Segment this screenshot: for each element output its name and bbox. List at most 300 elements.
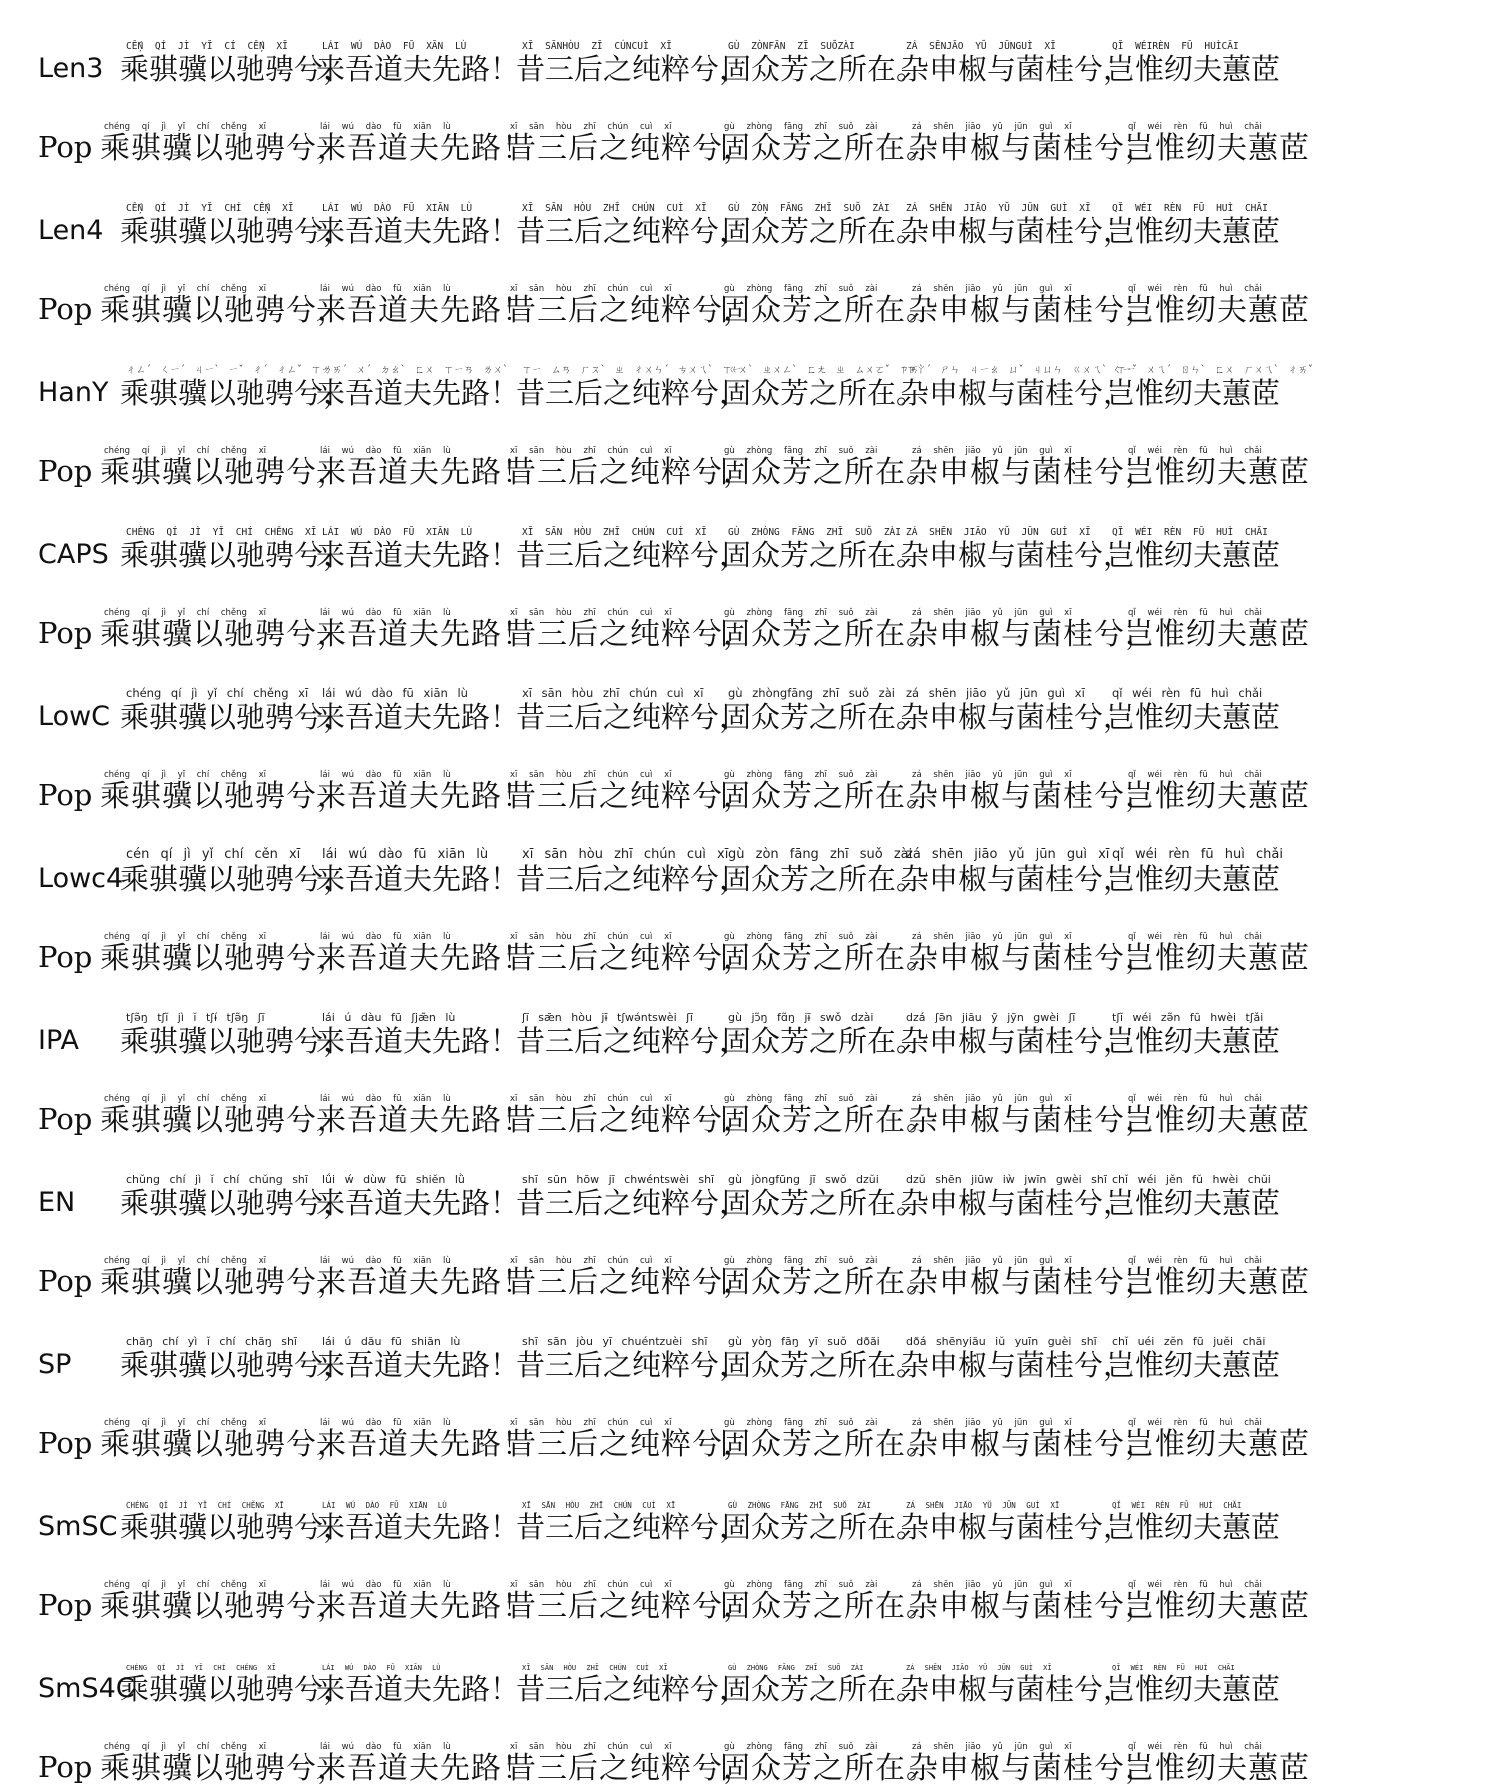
phrase-group <box>0 1222 1502 1302</box>
pinyin-annotation: xī sān hòu zhī chún cuì xī <box>510 1256 672 1266</box>
hanzi-text: 昔三后之纯粹兮， <box>506 1265 754 1300</box>
hanzi-text: 固众芳之所在。 <box>720 455 937 490</box>
pinyin-annotation: qǐ wéi rèn fū huì chǎi <box>1128 1742 1262 1752</box>
pinyin-annotation: chĭ uéi zĕn fū juĕi chăi <box>1112 1335 1266 1348</box>
phrase-group <box>0 1546 1502 1626</box>
pinyin-annotation: ㄔㄥˊ ㄑㄧˊ ㄐㄧˋ ㄧˇ ㄔˊ ㄔㄥˇ ㄒㄧ <box>126 365 332 376</box>
pinyin-annotation: ㄑㄧˇ ㄨㄟˊ ㄖㄣˋ ㄈㄨ ㄏㄨㄟˋ ㄔㄞˇ <box>1112 365 1313 376</box>
pinyin-annotation: gù zhòng fāng zhī suǒ zài <box>724 1418 878 1428</box>
hanzi-text: 杂申椒与菌桂兮， <box>908 1589 1156 1624</box>
pinyin-annotation: QĬ WÉIRÈN FŪ HUÌCĀI <box>1112 41 1239 52</box>
hanzi-text: 固众芳之所在。 <box>720 941 937 976</box>
hanzi-text: 来吾道夫先路！ <box>316 1672 520 1706</box>
pinyin-annotation: XĪ SĀN HÒU ZHĪ CHÚN CUÌ XĪ <box>522 203 707 214</box>
hanzi-text: 乘骐骥以驰骋兮， <box>100 455 348 490</box>
pinyin-annotation: qǐ wéi rèn fū huì chǎi <box>1128 608 1262 618</box>
pinyin-annotation: gù zhòng fāng zhī suǒ zài <box>724 1094 878 1104</box>
pinyin-annotation: zá shēn jiāo yǔ jūn guì xī <box>906 847 1110 862</box>
hanzi-text: 岂惟纫夫蕙茝 <box>1106 1024 1281 1058</box>
row-label: Pop <box>38 616 93 650</box>
hanzi-text: 固众芳之所在。 <box>722 214 926 248</box>
hanzi-text: 来吾道夫先路！ <box>316 1751 533 1786</box>
pinyin-annotation: zá shēn jiāo yǔ jūn guì xī <box>912 1580 1072 1590</box>
hanzi-text: 固众芳之所在。 <box>722 862 926 896</box>
phrase-group <box>0 1708 1502 1788</box>
hanzi-text: 固众芳之所在。 <box>722 538 926 572</box>
hanzi-text: 昔三后之纯粹兮， <box>506 131 754 166</box>
phrase-group <box>0 1466 1502 1546</box>
pinyin-annotation: qǐ wéi rèn fū huì chǎi <box>1128 1094 1262 1104</box>
hanzi-text: 昔三后之纯粹兮， <box>516 376 749 410</box>
row-smsc-18 <box>0 1466 1502 1546</box>
hanzi-text: 固众芳之所在。 <box>722 52 926 86</box>
hanzi-text: 来吾道夫先路！ <box>316 293 533 328</box>
hanzi-text: 来吾道夫先路！ <box>316 1103 533 1138</box>
pinyin-annotation: zá shēn jiāo yǔ jūn guì xī <box>912 122 1072 132</box>
pinyin-annotation: ZÁ SĒNJĀO YŬ JŪNGUÌ XĪ <box>906 41 1056 52</box>
hanzi-text: 昔三后之纯粹兮， <box>516 214 749 248</box>
pinyin-annotation: xī sān hòu zhī chún cuì xī <box>510 608 672 618</box>
hanzi-text: 来吾道夫先路！ <box>316 1024 520 1058</box>
hanzi-text: 岂惟纫夫蕙茝 <box>1124 617 1310 652</box>
row-label: Pop <box>38 1426 93 1460</box>
pinyin-annotation: qǐ wéi rèn fū huì chǎi <box>1128 1256 1262 1266</box>
pinyin-annotation: lái wú dào fū xiān lù <box>320 1580 451 1590</box>
hanzi-text: 来吾道夫先路！ <box>316 1265 533 1300</box>
hanzi-text: 固众芳之所在。 <box>722 1186 926 1220</box>
pinyin-annotation: QĬ WÉI RÈN FŪ HUÌ CHĂI <box>1112 203 1268 214</box>
hanzi-text: 乘骐骥以驰骋兮， <box>120 862 353 896</box>
pinyin-annotation: QĬ WÉI RÈN FŪ HUÌ CHĂI <box>1112 527 1268 538</box>
row-label: Lowc4 <box>38 863 124 894</box>
hanzi-text: 昔三后之纯粹兮， <box>506 1427 754 1462</box>
hanzi-text: 固众芳之所在。 <box>720 1751 937 1786</box>
pinyin-annotation: chăŋ chí yì ĭ chí chăŋ shī <box>126 1335 297 1348</box>
pinyin-annotation: zá shēn jiāo yǔ jūn guì xī <box>906 686 1085 700</box>
row-label: Pop <box>38 1102 93 1136</box>
hanzi-text: 岂惟纫夫蕙茝 <box>1106 376 1281 410</box>
hanzi-text: 岂惟纫夫蕙茝 <box>1106 1510 1281 1544</box>
pinyin-annotation: xī sān hòu zhī chún cuì xī <box>510 1094 672 1104</box>
hanzi-text: 固众芳之所在。 <box>720 779 937 814</box>
pinyin-annotation: zá shēn jiāo yǔ jūn guì xī <box>912 770 1072 780</box>
pinyin-annotation: chéng qí jì yǐ chí chěng xī <box>104 1094 267 1104</box>
pinyin-annotation: chéng qí jì yǐ chí chěng xī <box>104 446 267 456</box>
pinyin-annotation: qǐ wéi rèn fū huì chǎi <box>1112 847 1283 862</box>
pinyin-annotation: lái wú dào fū xiān lù <box>320 608 451 618</box>
pinyin-annotation: qǐ wéi rèn fū huì chǎi <box>1128 932 1262 942</box>
hanzi-text: 乘骐骥以驰骋兮， <box>100 1427 348 1462</box>
row-sms4c-20 <box>0 1628 1502 1708</box>
pinyin-annotation: xī sān hòu zhī chún cuì xī <box>522 847 729 862</box>
hanzi-text: 昔三后之纯粹兮， <box>506 455 754 490</box>
pinyin-annotation: xī sān hòu zhī chún cuì xī <box>510 770 672 780</box>
pinyin-annotation: ㄒㄧ ㄙㄢ ㄏㄡˋ ㄓ ㄔㄨㄣˊ ㄘㄨㄟˋ ㄒㄧ <box>522 365 743 376</box>
pinyin-annotation: lái ú dău fū shiăn lù <box>322 1335 461 1348</box>
hanzi-text: 杂申椒与菌桂兮， <box>900 700 1133 734</box>
row-lowc-8 <box>0 656 1502 736</box>
pinyin-annotation: QĬ WÉI RÈN FŪ HUÌ CHĂI <box>1112 1501 1242 1510</box>
row-label: SmSC <box>38 1511 118 1542</box>
pinyin-annotation: CHÉNG QÍ JÌ YĬ CHÍ CHĚNG XĪ <box>126 1501 284 1510</box>
hanzi-text: 乘骐骥以驰骋兮， <box>120 214 353 248</box>
row-en-14 <box>0 1142 1502 1222</box>
hanzi-text: 固众芳之所在。 <box>720 131 937 166</box>
pinyin-annotation: gù jɔ̃ŋ fɑ̃ŋ jɨ̄ swǒ dzài <box>728 1011 874 1024</box>
pinyin-annotation: gù zhòng fāng zhī suǒ zài <box>724 284 878 294</box>
hanzi-text: 岂惟纫夫蕙茝 <box>1106 52 1281 86</box>
pinyin-annotation: lái wú dào fū xiān lù <box>322 686 468 700</box>
phrase-group <box>0 656 1502 736</box>
pinyin-annotation: zá shēn jiāo yǔ jūn guì xī <box>912 932 1072 942</box>
pinyin-annotation: gù zhòngfāng zhī suǒ zài <box>728 686 895 700</box>
pinyin-annotation: xī sān hòu zhī chún cuì xī <box>510 122 672 132</box>
hanzi-text: 乘骐骥以驰骋兮， <box>100 617 348 652</box>
row-pop-5 <box>0 412 1502 492</box>
pinyin-annotation: lái wú dào fū xiān lù <box>320 446 451 456</box>
row-label: EN <box>38 1187 76 1218</box>
pinyin-annotation: tʃə̃ŋ tʃĭ jì ĭ tʃɨ́ tʃə̃ŋ ʃī <box>126 1011 265 1024</box>
hanzi-text: 昔三后之纯粹兮， <box>516 700 749 734</box>
pinyin-annotation: qǐ wéi rèn fū huì chǎi <box>1128 1418 1262 1428</box>
hanzi-text: 杂申椒与菌桂兮， <box>900 1348 1133 1382</box>
row-len3-0 <box>0 8 1502 88</box>
pinyin-annotation: chéng qí jì yǐ chí chěng xī <box>104 932 267 942</box>
hanzi-text: 固众芳之所在。 <box>722 1348 926 1382</box>
phrase-group <box>0 1142 1502 1222</box>
row-label: Pop <box>38 292 93 326</box>
hanzi-text: 昔三后之纯粹兮， <box>506 617 754 652</box>
phrase-group <box>0 8 1502 88</box>
pinyin-annotation: shī sān jòu yī chuéntzuèi shī <box>522 1335 708 1348</box>
hanzi-text: 来吾道夫先路！ <box>316 862 520 896</box>
pinyin-annotation: GÙ ZHÒNG FĀNG ZHĪ SUŎ ZÀI <box>728 527 901 538</box>
row-label: Pop <box>38 1750 93 1784</box>
hanzi-text: 岂惟纫夫蕙茝 <box>1124 1427 1310 1462</box>
hanzi-text: 岂惟纫夫蕙茝 <box>1124 131 1310 166</box>
pinyin-annotation: dðá shēnyiău iŭ yuīn guèi shī <box>906 1335 1097 1348</box>
hanzi-text: 固众芳之所在。 <box>720 617 937 652</box>
hanzi-text: 固众芳之所在。 <box>722 1672 926 1706</box>
hanzi-text: 昔三后之纯粹兮， <box>516 538 749 572</box>
pinyin-annotation: xī sān hòu zhī chún cuì xī <box>510 1742 672 1752</box>
hanzi-text: 杂申椒与菌桂兮， <box>908 1427 1156 1462</box>
row-label: SP <box>38 1349 72 1380</box>
row-pop-17 <box>0 1384 1502 1464</box>
row-pop-15 <box>0 1222 1502 1302</box>
pinyin-annotation: ㄗㄚˊ ㄕㄣ ㄐㄧㄠ ㄩˇ ㄐㄩㄣ ㄍㄨㄟˋ ㄒㄧ <box>906 365 1137 376</box>
pinyin-annotation: gù zhòng fāng zhī suǒ zài <box>724 1742 878 1752</box>
hanzi-text: 岂惟纫夫蕙茝 <box>1124 779 1310 814</box>
pinyin-annotation: tʃĭ wéi zə̃n fū hwèi tʃǎi <box>1112 1011 1264 1024</box>
row-label: SmS4C <box>38 1673 135 1704</box>
hanzi-text: 岂惟纫夫蕙茝 <box>1106 862 1281 896</box>
pinyin-annotation: gù yòŋ fāŋ yī suŏ dðăi <box>728 1335 880 1348</box>
hanzi-text: 岂惟纫夫蕙茝 <box>1124 1103 1310 1138</box>
pinyin-annotation: XĪ SĀN HÒU ZHĪ CHÚN CUÌ XĪ <box>522 1664 668 1672</box>
pinyin-annotation: xī sān hòu zhī chún cuì xī <box>510 284 672 294</box>
pinyin-annotation: xī sān hòu zhī chún cuì xī <box>522 686 704 700</box>
row-label: Pop <box>38 1264 93 1298</box>
row-label: Pop <box>38 940 93 974</box>
pinyin-annotation: lái wú dào fū xiān lù <box>320 770 451 780</box>
pinyin-annotation: shī sūn hōw jī chwéntswèi shī <box>522 1173 715 1186</box>
hanzi-text: 杂申椒与菌桂兮， <box>900 52 1133 86</box>
row-label: Pop <box>38 1588 93 1622</box>
phrase-group <box>0 898 1502 978</box>
hanzi-text: 固众芳之所在。 <box>720 293 937 328</box>
pinyin-annotation: XĪ SĀN HÒU ZHĪ CHÚN CUÌ XĪ <box>522 527 707 538</box>
hanzi-text: 昔三后之纯粹兮， <box>516 1510 749 1544</box>
hanzi-text: 昔三后之纯粹兮， <box>506 1751 754 1786</box>
pinyin-annotation: GÙ ZHÒNG FĀNG ZHĪ SUŎ ZÀI <box>728 1501 871 1510</box>
row-pop-1 <box>0 88 1502 168</box>
hanzi-text: 来吾道夫先路！ <box>316 1348 520 1382</box>
pinyin-annotation: CHÉNG QÍ JÌ YĬ CHÍ CHĚNG XĪ <box>126 527 317 538</box>
pinyin-annotation: GÙ ZÒŅ FĀNG ZHĪ SUŎ ZÀI <box>728 203 890 214</box>
phrase-group <box>0 1384 1502 1464</box>
pinyin-annotation: gù zhòng fāng zhī suǒ zài <box>724 446 878 456</box>
pinyin-annotation: CẾŅ QÍ JÌ YĬ CÍ CẾŅ XĪ <box>126 41 288 52</box>
pinyin-annotation: zá shēn jiāo yǔ jūn guì xī <box>912 1742 1072 1752</box>
pinyin-annotation: lái wú dào fū xiān lù <box>320 284 451 294</box>
hanzi-text: 杂申椒与菌桂兮， <box>900 538 1133 572</box>
pinyin-annotation: lái wú dào fū xiān lù <box>320 122 451 132</box>
pinyin-annotation: chéng qí jì yǐ chí chěng xī <box>104 1418 267 1428</box>
hanzi-text: 昔三后之纯粹兮， <box>516 1672 749 1706</box>
hanzi-text: 乘骐骥以驰骋兮， <box>100 941 348 976</box>
hanzi-text: 乘骐骥以驰骋兮， <box>100 1751 348 1786</box>
hanzi-text: 乘骐骥以驰骋兮， <box>120 1348 353 1382</box>
hanzi-text: 乘骐骥以驰骋兮， <box>120 1672 353 1706</box>
hanzi-text: 来吾道夫先路！ <box>316 131 533 166</box>
hanzi-text: 杂申椒与菌桂兮， <box>908 1265 1156 1300</box>
row-len4-2 <box>0 170 1502 250</box>
row-label: HanY <box>38 377 109 408</box>
pinyin-annotation: xī sān hòu zhī chún cuì xī <box>510 1580 672 1590</box>
hanzi-text: 来吾道夫先路！ <box>316 779 533 814</box>
hanzi-text: 岂惟纫夫蕙茝 <box>1106 1348 1281 1382</box>
hanzi-text: 昔三后之纯粹兮， <box>506 779 754 814</box>
hanzi-text: 来吾道夫先路！ <box>316 1510 520 1544</box>
hanzi-text: 昔三后之纯粹兮， <box>506 1589 754 1624</box>
row-lowc4-10 <box>0 818 1502 898</box>
pinyin-annotation: LÁI WÚ DÀO FŪ XIĀN LÙ <box>322 527 473 538</box>
hanzi-text: 岂惟纫夫蕙茝 <box>1124 941 1310 976</box>
pinyin-annotation: CẾŅ QÍ JÌ YĬ CHÍ CẾŅ XĪ <box>126 203 294 214</box>
hanzi-text: 杂申椒与菌桂兮， <box>908 941 1156 976</box>
pinyin-annotation: qǐ wéi rèn fū huì chǎi <box>1128 1580 1262 1590</box>
row-pop-21 <box>0 1708 1502 1788</box>
pinyin-annotation: lái wú dào fū xiān lù <box>320 932 451 942</box>
pinyin-annotation: chéng qí jì yǐ chí chěng xī <box>104 284 267 294</box>
hanzi-text: 乘骐骥以驰骋兮， <box>120 1186 353 1220</box>
pinyin-annotation: qǐ wéi rèn fū huì chǎi <box>1128 122 1262 132</box>
hanzi-text: 昔三后之纯粹兮， <box>506 293 754 328</box>
pinyin-annotation: gù zhòng fāng zhī suǒ zài <box>724 932 878 942</box>
phrase-group <box>0 412 1502 492</box>
phrase-group <box>0 332 1502 412</box>
hanzi-text: 固众芳之所在。 <box>720 1265 937 1300</box>
phrase-group <box>0 980 1502 1060</box>
hanzi-text: 岂惟纫夫蕙茝 <box>1106 214 1281 248</box>
pinyin-annotation: xī sān hòu zhī chún cuì xī <box>510 932 672 942</box>
pinyin-annotation: gù jòngfūng jī swŏ dzŭi <box>728 1173 879 1186</box>
row-ipa-12 <box>0 980 1502 1060</box>
hanzi-text: 杂申椒与菌桂兮， <box>908 779 1156 814</box>
pinyin-annotation: gù zhòng fāng zhī suǒ zài <box>724 608 878 618</box>
hanzi-text: 乘骐骥以驰骋兮， <box>120 700 353 734</box>
pinyin-annotation: QĬ WÉI RÈN FŪ HUÌ CHĂI <box>1112 1664 1235 1672</box>
pinyin-annotation: ZÁ SHĒN JIĀO YŬ JŪN GUÌ XĪ <box>906 1664 1052 1672</box>
hanzi-text: 岂惟纫夫蕙茝 <box>1124 1751 1310 1786</box>
hanzi-text: 杂申椒与菌桂兮， <box>900 376 1133 410</box>
hanzi-text: 岂惟纫夫蕙茝 <box>1106 700 1281 734</box>
phrase-group <box>0 736 1502 816</box>
row-pop-3 <box>0 250 1502 330</box>
pinyin-annotation: qǐ wéi rèn fū huì chǎi <box>1128 284 1262 294</box>
pinyin-annotation: chéng qí jì yǐ chí chěng xī <box>104 122 267 132</box>
row-label: Len4 <box>38 215 104 246</box>
hanzi-text: 乘骐骥以驰骋兮， <box>100 1103 348 1138</box>
phrase-group <box>0 494 1502 574</box>
hanzi-text: 来吾道夫先路！ <box>316 214 520 248</box>
row-label: CAPS <box>38 539 109 570</box>
pinyin-annotation: xī sān hòu zhī chún cuì xī <box>510 1418 672 1428</box>
pinyin-annotation: LÁI WÚ DÀO FŪ XIĀN LÙ <box>322 1501 447 1510</box>
pinyin-annotation: gù zòn fāng zhī suǒ zài <box>728 847 913 862</box>
hanzi-text: 昔三后之纯粹兮， <box>506 941 754 976</box>
hanzi-text: 来吾道夫先路！ <box>316 455 533 490</box>
pinyin-annotation: zá shēn jiāo yǔ jūn guì xī <box>912 1256 1072 1266</box>
hanzi-text: 固众芳之所在。 <box>722 700 926 734</box>
pinyin-annotation: zá shēn jiāo yǔ jūn guì xī <box>912 446 1072 456</box>
hanzi-text: 杂申椒与菌桂兮， <box>908 131 1156 166</box>
hanzi-text: 来吾道夫先路！ <box>316 52 520 86</box>
hanzi-text: 固众芳之所在。 <box>720 1427 937 1462</box>
hanzi-text: 岂惟纫夫蕙茝 <box>1124 455 1310 490</box>
pinyin-annotation: cén qí jì yǐ chí cěn xī <box>126 847 301 862</box>
phrase-group <box>0 574 1502 654</box>
hanzi-text: 昔三后之纯粹兮， <box>516 1348 749 1382</box>
row-label: IPA <box>38 1025 79 1056</box>
pinyin-annotation: XĪ SĀNHÒU ZĪ CÚNCUÌ XĪ <box>522 41 672 52</box>
phrase-group <box>0 170 1502 250</box>
hanzi-text: 来吾道夫先路！ <box>316 1427 533 1462</box>
pinyin-annotation: lái wú dào fū xiān lù <box>320 1256 451 1266</box>
hanzi-text: 杂申椒与菌桂兮， <box>908 1751 1156 1786</box>
row-label: Pop <box>38 778 93 812</box>
hanzi-text: 来吾道夫先路！ <box>316 538 520 572</box>
phrase-group <box>0 88 1502 168</box>
hanzi-text: 固众芳之所在。 <box>722 1024 926 1058</box>
hanzi-text: 杂申椒与菌桂兮， <box>908 293 1156 328</box>
pinyin-annotation: lái wú dào fū xiān lù <box>320 1418 451 1428</box>
pinyin-annotation: chéng qí jì yǐ chí chěng xī <box>104 1580 267 1590</box>
pinyin-annotation: zá shēn jiāo yǔ jūn guì xī <box>912 284 1072 294</box>
pinyin-annotation: qǐ wéi rèn fū huì chǎi <box>1128 446 1262 456</box>
pinyin-annotation: XĪ SĀN HÒU ZHĪ CHÚN CUÌ XĪ <box>522 1501 676 1510</box>
pinyin-annotation: lái wú dào fū xiān lù <box>320 1094 451 1104</box>
pinyin-annotation: lǘi ẃ dùw fū shiĕn lǜ <box>322 1173 465 1186</box>
row-hany-4 <box>0 332 1502 412</box>
pinyin-annotation: gù zhòng fāng zhī suǒ zài <box>724 122 878 132</box>
pinyin-annotation: GÙ ZHÒNG FĀNG ZHĪ SUŎ ZÀI <box>728 1664 864 1672</box>
hanzi-text: 来吾道夫先路！ <box>316 700 520 734</box>
hanzi-text: 来吾道夫先路！ <box>316 1186 520 1220</box>
hanzi-text: 乘骐骥以驰骋兮， <box>100 293 348 328</box>
hanzi-text: 乘骐骥以驰骋兮， <box>100 1589 348 1624</box>
row-label: LowC <box>38 701 111 732</box>
phrase-group <box>0 1628 1502 1708</box>
pinyin-annotation: gù zhòng fāng zhī suǒ zài <box>724 1256 878 1266</box>
pinyin-annotation: ㄌㄞˊ ㄨˊ ㄉㄠˋ ㄈㄨ ㄒㄧㄢ ㄌㄨˋ <box>322 365 508 376</box>
hanzi-text: 来吾道夫先路！ <box>316 1589 533 1624</box>
pinyin-annotation: chéng qí jì yǐ chí chěng xī <box>104 770 267 780</box>
pinyin-annotation: zá shēn jiāo yǔ jūn guì xī <box>912 1094 1072 1104</box>
hanzi-text: 乘骐骥以驰骋兮， <box>120 376 353 410</box>
hanzi-text: 乘骐骥以驰骋兮， <box>100 779 348 814</box>
hanzi-text: 乘骐骥以驰骋兮， <box>100 131 348 166</box>
pinyin-annotation: lái wú dào fū xiān lù <box>320 1742 451 1752</box>
hanzi-text: 乘骐骥以驰骋兮， <box>120 1024 353 1058</box>
hanzi-text: 固众芳之所在。 <box>720 1103 937 1138</box>
phrase-group <box>0 250 1502 330</box>
hanzi-text: 杂申椒与菌桂兮， <box>900 1672 1133 1706</box>
hanzi-text: 昔三后之纯粹兮， <box>516 1024 749 1058</box>
pinyin-annotation: LÁI WÚ DÀO FŪ XIĀN LÙ <box>322 1664 441 1672</box>
row-pop-7 <box>0 574 1502 654</box>
pinyin-annotation: qǐ wéi rèn fū huì chǎi <box>1128 770 1262 780</box>
hanzi-text: 杂申椒与菌桂兮， <box>908 1103 1156 1138</box>
pinyin-annotation: qǐ wéi rèn fū huì chǎi <box>1112 686 1263 700</box>
hanzi-text: 杂申椒与菌桂兮， <box>900 1024 1133 1058</box>
phrase-group <box>0 818 1502 898</box>
pinyin-annotation: lái wú dào fū xiān lù <box>322 847 489 862</box>
pinyin-annotation: lái ú dàu fū ʃjæ̃n lù <box>322 1011 456 1024</box>
row-caps-6 <box>0 494 1502 574</box>
pinyin-annotation: chéng qí jì yǐ chí chěng xī <box>104 1742 267 1752</box>
hanzi-text: 昔三后之纯粹兮， <box>516 52 749 86</box>
pinyin-annotation: gù zhòng fāng zhī suǒ zài <box>724 770 878 780</box>
pinyin-annotation: zá shēn jiāo yǔ jūn guì xī <box>912 608 1072 618</box>
row-pop-13 <box>0 1060 1502 1140</box>
hanzi-text: 昔三后之纯粹兮， <box>516 1186 749 1220</box>
pinyin-annotation: chéng qí jì yǐ chí chěng xī <box>126 686 309 700</box>
pinyin-annotation: CHÉNG QÍ JÌ YĬ CHÍ CHĚNG XĪ <box>126 1664 276 1672</box>
pinyin-annotation: chŭng chí jì ĭ chí chŭng shī <box>126 1173 308 1186</box>
hanzi-text: 杂申椒与菌桂兮， <box>900 1186 1133 1220</box>
hanzi-text: 杂申椒与菌桂兮， <box>900 862 1133 896</box>
row-label: Len3 <box>38 53 104 84</box>
row-pop-19 <box>0 1546 1502 1626</box>
hanzi-text: 昔三后之纯粹兮， <box>516 862 749 896</box>
hanzi-text: 固众芳之所在。 <box>720 1589 937 1624</box>
hanzi-text: 乘骐骥以驰骋兮， <box>120 52 353 86</box>
row-label: Pop <box>38 454 93 488</box>
pinyin-annotation: gù zhòng fāng zhī suǒ zài <box>724 1580 878 1590</box>
pinyin-annotation: ZÁ SHĒN JIĀO YŬ JŪN GUÌ XĪ <box>906 203 1091 214</box>
hanzi-text: 杂申椒与菌桂兮， <box>900 214 1133 248</box>
pinyin-annotation: chĭ wéi jĕn fŭ hwèi chŭi <box>1112 1173 1271 1186</box>
pinyin-annotation: ZÁ SHĒN JIĀO YŬ JŪN GUÌ XĪ <box>906 527 1091 538</box>
row-pop-9 <box>0 736 1502 816</box>
row-sp-16 <box>0 1304 1502 1384</box>
hanzi-text: 昔三后之纯粹兮， <box>506 1103 754 1138</box>
hanzi-text: 杂申椒与菌桂兮， <box>900 1510 1133 1544</box>
hanzi-text: 岂惟纫夫蕙茝 <box>1106 1672 1281 1706</box>
pinyin-annotation: zá shēn jiāo yǔ jūn guì xī <box>912 1418 1072 1428</box>
